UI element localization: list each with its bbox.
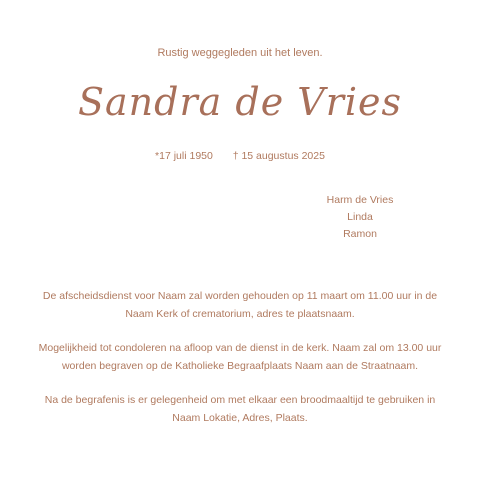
service-details [30,287,450,443]
reception-paragraph: Na de begrafenis is er gelegenheid om met elkaar een broodmaaltijd te gebruiken in Naam Lokatie, Adres, Plaats. [44,394,436,424]
deceased-name: Sandra de Vries [77,80,403,124]
birth-date: *17 juli 1950 [155,150,213,162]
family-names [300,192,420,243]
condolence-paragraph: Mogelijkheid tot condoleren na afloop van de dienst in de kerk. Naam zal om 13.00 uur worden begraven op de Katholieke Begraafplaats Naam aan de Straatnaam. [38,342,442,372]
intro-text: Rustig weggegleden uit het leven. [157,47,323,59]
service-paragraph: De afscheidsdienst voor Naam zal worden gehouden op 11 maart om 11.00 uur in de Naam Kerk of crematorium, adres te plaatsnaam. [42,290,438,320]
death-date: † 15 augustus 2025 [232,150,325,162]
family-member: Harm de Vries [326,194,394,206]
family-member: Ramon [343,228,377,240]
family-member: Linda [347,211,373,223]
dates-line [0,148,480,164]
